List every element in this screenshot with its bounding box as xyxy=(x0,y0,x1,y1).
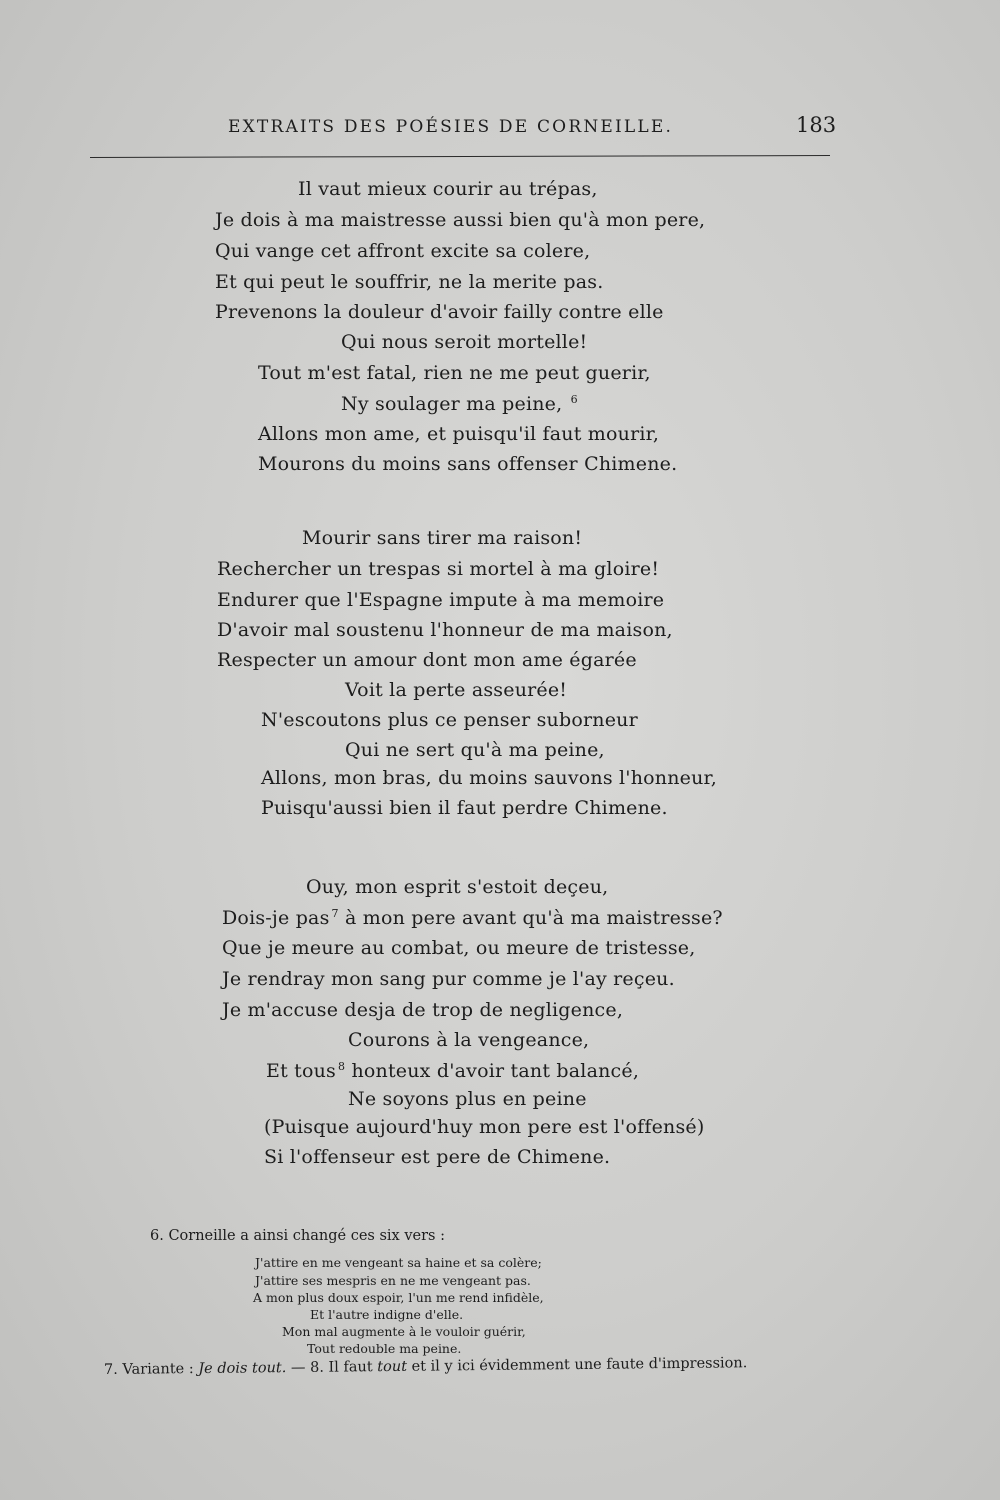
verse-line: Mourir sans tirer ma raison! xyxy=(302,527,583,549)
verse-line: Ne soyons plus en peine xyxy=(348,1088,587,1110)
verse-line: Endurer que l'Espagne impute à ma memoire xyxy=(217,589,665,611)
verse-line xyxy=(266,1060,639,1082)
verse-text: à mon pere avant qu'à ma maistresse? xyxy=(338,907,723,929)
footnote-ref-6: 6 xyxy=(570,393,578,406)
verse-line: Si l'offenseur est pere de Chimene. xyxy=(264,1146,611,1168)
verse-line: Qui nous seroit mortelle! xyxy=(341,331,588,353)
verse-line: Qui ne sert qu'à ma peine, xyxy=(345,739,605,761)
verse-line: Je dois à ma maistresse aussi bien qu'à mon pere, xyxy=(215,209,706,231)
footnote-ref-8: 8 xyxy=(338,1060,346,1073)
verse-line: Tout m'est fatal, rien ne me peut guerir, xyxy=(258,362,651,384)
verse-text: Et tous xyxy=(266,1060,337,1082)
verse-line: Je rendray mon sang pur comme je l'ay reçeu. xyxy=(222,968,675,990)
footnote-text: et il y ici évidemment une faute d'impression. xyxy=(406,1355,748,1375)
footnote-7-8 xyxy=(104,1355,747,1378)
footnote-verse: J'attire en me vengeant sa haine et sa colère; xyxy=(255,1255,542,1270)
verse-line: Allons, mon bras, du moins sauvons l'honneur, xyxy=(261,767,717,789)
footnote-verse: A mon plus doux espoir, l'un me rend infidèle, xyxy=(253,1290,544,1305)
running-title: EXTRAITS DES POÉSIES DE CORNEILLE. xyxy=(228,117,674,137)
verse-line xyxy=(341,393,578,415)
footnote-text: — 8. Il faut xyxy=(286,1359,378,1377)
footnote-text: 7. Variante : xyxy=(103,1361,199,1378)
verse-line: Allons mon ame, et puisqu'il faut mourir, xyxy=(258,423,660,445)
verse-line: Rechercher un trespas si mortel à ma gloire! xyxy=(217,558,660,580)
verse-line: Respecter un amour dont mon ame égarée xyxy=(217,649,637,671)
verse-line: Courons à la vengeance, xyxy=(348,1029,590,1051)
verse-line: Puisqu'aussi bien il faut perdre Chimene. xyxy=(261,797,668,819)
verse-line: Que je meure au combat, ou meure de tristesse, xyxy=(222,937,696,959)
verse-line: (Puisque aujourd'huy mon pere est l'offensé) xyxy=(264,1116,705,1138)
footnote-italic: tout xyxy=(377,1358,408,1376)
verse-text: Dois-je pas xyxy=(222,907,330,929)
verse-line: Et qui peut le souffrir, ne la merite pas. xyxy=(215,271,604,293)
verse-line: Ouy, mon esprit s'estoit deçeu, xyxy=(306,876,609,898)
verse-line: N'escoutons plus ce penser suborneur xyxy=(261,709,638,731)
verse-line: Qui vange cet affront excite sa colere, xyxy=(215,240,591,262)
header-rule xyxy=(90,155,830,158)
footnote-italic: Je dois tout. xyxy=(198,1360,287,1378)
verse-line: Mourons du moins sans offenser Chimene. xyxy=(258,453,678,475)
verse-text: honteux d'avoir tant balancé, xyxy=(345,1060,640,1082)
footnote-ref-7: 7 xyxy=(331,907,339,920)
verse-text: Ny soulager ma peine, xyxy=(341,393,563,415)
footnote-verse: Et l'autre indigne d'elle. xyxy=(310,1307,464,1322)
footnote-6-intro: 6. Corneille a ainsi changé ces six vers : xyxy=(150,1228,445,1244)
verse-line: D'avoir mal soustenu l'honneur de ma maison, xyxy=(217,619,673,641)
footnote-verse: Mon mal augmente à le vouloir guérir, xyxy=(282,1324,526,1339)
footnote-verse: J'attire ses mespris en ne me vengeant pas. xyxy=(255,1273,531,1288)
verse-line: Prevenons la douleur d'avoir failly contre elle xyxy=(215,301,664,323)
verse-line: Je m'accuse desja de trop de negligence, xyxy=(222,999,624,1021)
verse-line: Voit la perte asseurée! xyxy=(345,679,568,701)
page-number: 183 xyxy=(796,113,837,137)
verse-line: Il vaut mieux courir au trépas, xyxy=(298,178,598,200)
footnote-verse: Tout redouble ma peine. xyxy=(307,1341,462,1356)
verse-line xyxy=(222,907,723,929)
